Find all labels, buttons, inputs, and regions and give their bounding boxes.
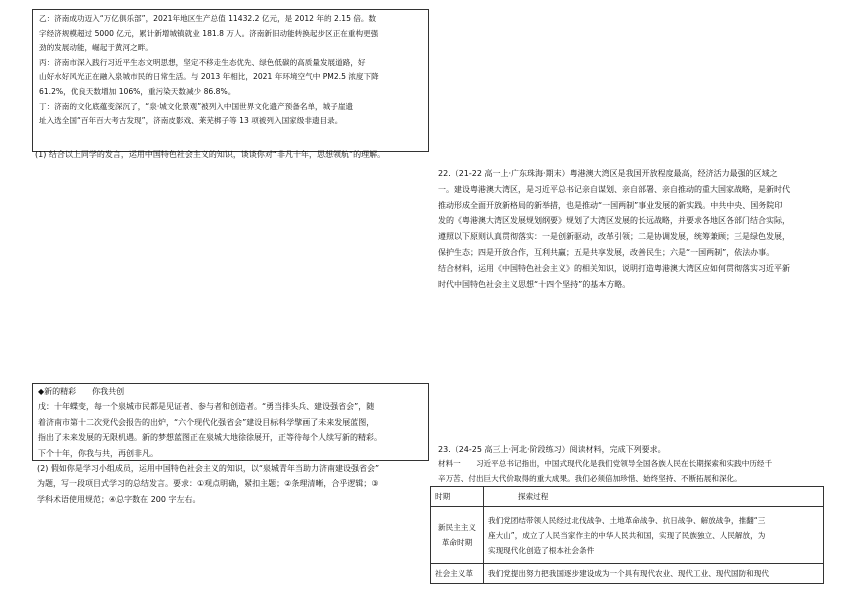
content-line: 实现现代化创造了根本社会条件 xyxy=(488,545,595,555)
question-23-title: 23.（24-25 高三上·河北·阶段练习）阅读材料，完成下列要求。 xyxy=(438,445,666,454)
material-box-middle xyxy=(32,383,429,461)
table-header-period: 时期 xyxy=(431,487,484,507)
question-22-line: 22.（21-22 高一上·广东珠海·期末）粤港澳大湾区是我国开放程度最高，经济活力最强的区域之 xyxy=(438,169,778,178)
question-22-line: 结合材料，运用《中国特色社会主义》的相关知识，说明打造粤港澳大湾区应如何贯彻落实习近平新 xyxy=(438,263,790,273)
question-23-header xyxy=(438,442,838,457)
question-22-line: 一。建设粤港澳大湾区，是习近平总书记亲自谋划、亲自部署、亲自推动的重大国家战略，是新时代 xyxy=(438,184,790,194)
material-line: 戊：十年蝶变，每一个泉城市民都是见证者、参与者和创造者。“勇当排头兵、建设强省会”，随 xyxy=(38,402,375,412)
material-1-line: 材料一 习近平总书记指出，中国式现代化是我们党领导全国各族人民在长期探索和实践中历经千 xyxy=(438,459,773,468)
question-22-line: 推动形成全面开放新格局的新举措，也是推动“一国两制”事业发展的新实践。中共中央、国务院印 xyxy=(438,200,783,210)
material-line: 山好水好风光正在融入泉城市民的日常生活。与 2013 年相比，2021 年环境空气中 PM2.5 浓度下降 xyxy=(39,72,379,82)
material-line: 下个十年，你我与共，再创非凡。 xyxy=(38,448,158,458)
material-line: 乙：济南成功迈入“万亿俱乐部”，2021年地区生产总值 11432.2 亿元，是 2012 年的 2.15 倍。数 xyxy=(39,14,377,23)
material-line: ◆新的精彩 你我共创 xyxy=(38,387,125,396)
question-22-line: 发的《粤港澳大湾区发展规划纲要》规划了大湾区发展的长远战略，并要求各地区各部门结合实际， xyxy=(438,216,790,226)
material-line: 址入选全国“百年百大考古发现”，济南皮影戏、莱芜梆子等 13 项被列入国家级非遗目录。 xyxy=(39,116,343,126)
material-box-top xyxy=(32,9,429,152)
table-row xyxy=(431,507,824,564)
material-line: 字经济规模超过 5000 亿元，累计新增城镇就业 181.8 万人。济南新旧动能转换起步区正在重构更强 xyxy=(39,28,379,38)
question-1 xyxy=(35,147,435,163)
material-line: 指出了未来发展的无限机遇。新的梦想蓝图正在泉城大地徐徐展开，正等待每个人续写新的精彩。 xyxy=(38,433,382,443)
content-line: 我们党提出努力把我国逐步建设成为一个具有现代农业、现代工业、现代国防和现代 xyxy=(488,569,769,578)
table-header-process: 探索过程 xyxy=(484,487,824,507)
material-line: 着济南市第十二次党代会报告的出炉，“六个现代化强省会”建设目标科学擘画了未来发展蓝图， xyxy=(38,417,375,427)
content-line: 座大山”，成立了人民当家作主的中华人民共和国，实现了民族独立、人民解放，为 xyxy=(488,530,766,540)
material-line: 丙：济南市深入践行习近平生态文明思想，坚定不移走生态优先、绿色低碳的高质量发展道路，好 xyxy=(39,57,366,67)
table-header-row xyxy=(431,487,824,507)
question-1-text: (1) 结合以上同学的发言，运用中国特色社会主义的知识，谈谈你对“非凡十年，思想领航”的理解。 xyxy=(35,150,386,159)
question-22-line: 时代中国特色社会主义思想“十四个坚持”的基本方略。 xyxy=(438,279,631,289)
material-1-line: 辛万苦、付出巨大代价取得的重大成果。我们必须倍加珍惜、始终坚持、不断拓展和深化。 xyxy=(438,473,742,483)
material-line: 丁：济南的文化底蕴变深沉了，“泉·城文化景观”被列入中国世界文化遗产预备名单，城子崖遗 xyxy=(39,101,354,111)
material-1 xyxy=(438,457,838,486)
table-cell-content xyxy=(484,507,824,564)
question-2-line: (2) 假如你是学习小组成员，运用中国特色社会主义的知识，以“泉城青年当助力济南建设强省会” xyxy=(37,464,380,473)
question-22-line: 保护生态；四是开放合作，互利共赢；五是共享发展，改善民生；六是“一国两制”，依法办事。 xyxy=(438,247,775,257)
question-22 xyxy=(438,166,838,292)
table-row xyxy=(431,564,824,584)
material-line: 61.2%，优良天数增加 106%，重污染天数减少 86.8%。 xyxy=(39,86,236,96)
content-line: 我们党团结带领人民经过北伐战争、土地革命战争、抗日战争、解放战争，推翻“三 xyxy=(488,515,766,525)
question-2-line: 为题，写一段项目式学习的总结发言。要求：①观点明确，紧扣主题；②条理清晰，合乎逻辑；③ xyxy=(37,479,379,489)
table-cell-period xyxy=(431,507,484,564)
question-2 xyxy=(37,461,432,507)
question-2-line: 学科术语使用规范；④总字数在 200 字左右。 xyxy=(37,494,201,504)
table-cell-content xyxy=(484,564,824,584)
period-line: 社会主义革 xyxy=(435,569,473,578)
table-cell-period xyxy=(431,564,484,584)
question-22-line: 遵照以下原则认真贯彻落实：一是创新驱动，改革引领；二是协调发展，统筹兼顾；三是绿色发展， xyxy=(438,232,790,242)
period-line: 新民主主义 xyxy=(438,523,476,532)
material-line: 劲的发展动能，崛起于黄河之畔。 xyxy=(39,43,153,53)
period-line: 革命时期 xyxy=(441,538,473,547)
exploration-table xyxy=(430,486,824,584)
